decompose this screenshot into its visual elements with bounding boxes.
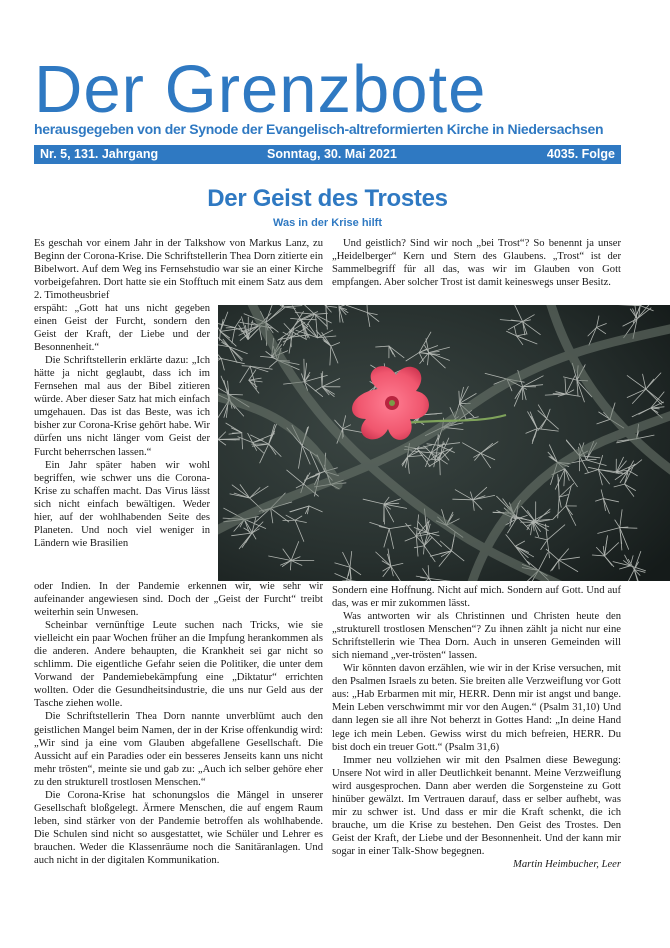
cactus-spine xyxy=(440,460,441,475)
left-column-top xyxy=(34,237,323,302)
right-column-top xyxy=(332,237,621,289)
left-column-bottom xyxy=(34,580,323,867)
left-column-narrow xyxy=(34,302,210,550)
paragraph: Die Schriftstellerin Thea Dorn nannte unverblümt auch den geistlichen Mangel beim Namen, der in der Krise offenkundig wird: „Wir sind ja eine vom Glauben abgefallene Gesellschaft. Die Aussicht auf ein Paradies oder ein besseres Jenseits kann uns nicht mehr trösten“, meinte sie und gab zu: „Auch ich selber gehöre eher zu den strukturell trostlosen Menschen.“ xyxy=(34,711,323,788)
right-column-bottom xyxy=(332,584,621,871)
cactus-spine xyxy=(242,366,250,367)
paragraph: Es geschah vor einem Jahr in der Talkshow von Markus Lanz, zu Beginn der Corona-Krise. Die Schriftstellerin Thea Dorn zitierte ein Bibelwort. Auf dem Weg ins Fernsehstudio war sie an einer Kirche vorbeigefahren. Dort hatte sie ein Stofftuch mit einem Satz aus dem 2. Timotheusbrief xyxy=(34,238,323,302)
paragraph: Die Corona-Krise hat schonungslos die Mängel in unserer Gesellschaft bloßgelegt. Ärmere Menschen, die auf engem Raum leben, sind stärker von der Pandemie betroffen als wohlhabende. Die Schulen sind nicht so ausgestattet, wie Schüler und Lehrer es brauchen. Weder die Klassenräume noch die Sanitäranlagen. Und auch nicht in der digitalen Kommunikation. xyxy=(34,789,323,866)
cactus-flower-photo xyxy=(218,305,670,581)
paragraph: Scheinbar vernünftige Leute suchen nach Tricks, wie sie vielleicht ein paar Wochen früher an die Impfung herankommen als die anderen. Andere behaupten, die Krankheit sei gar nicht so schlimm. Die eigentliche Gefahr seien die Politiker, die unter dem Vorwand der Pandemiebekämpfung eine „Diktatur“ errichten wollten. Oder die Gesundheitsindustrie, die uns nur Geld aus der Tasche ziehen wolle. xyxy=(34,620,323,710)
issue-date: Sonntag, 30. Mai 2021 xyxy=(267,147,397,161)
paragraph: Die Schriftstellerin erklärte dazu: „Ich hätte ja nicht geglaubt, dass ich im Fernsehen mal aus der Bibel zitieren würde. Aber dieser Satz hat mich einfach umgehauen. Das ist das Beste, was ich bisher zur Corona-Krise gehört habe. Wir dürfen uns nicht länger vom Geist der Furcht beherrschen lassen.“ xyxy=(34,355,210,458)
issue-number: Nr. 5, 131. Jahrgang xyxy=(40,147,159,161)
cactus-spine xyxy=(620,528,637,529)
paragraph: Ein Jahr später haben wir wohl begriffen, wie schwer uns die Corona-Krise zu schaffen macht. Das Virus lässt sich nicht einfach bewältigen. Weder hier, auf der wohlhabenden Seite des Planeten. Und noch viel weniger in Ländern wie Brasilien xyxy=(34,459,210,549)
masthead-title: Der Grenzbote xyxy=(34,52,487,127)
article-headline: Der Geist des Trostes xyxy=(207,185,448,212)
paragraph: oder Indien. In der Pandemie erkennen wir, wie sehr wir aufeinander angewiesen sind. Doch der „Geist der Furcht“ treibt weiterhin sein Unwesen. xyxy=(34,581,323,619)
issue-sequence: 4035. Folge xyxy=(546,147,615,161)
paragraph: Sondern eine Hoffnung. Nicht auf mich. Sondern auf Gott. Und auf das, was er mir zukommen lässt. xyxy=(332,585,621,610)
paragraph: Was antworten wir als Christinnen und Christen heute den „strukturell trostlosen Menschen“? Zu ihnen zählt ja nicht nur eine Schriftstellerin wie Thea Dorn. Auch in unseren Gemeinden will sich niemand „ver-trösten“ lassen. xyxy=(332,611,621,662)
issue-bar xyxy=(34,145,621,164)
cactus-spine xyxy=(304,359,305,382)
masthead-subtitle: herausgegeben von der Synode der Evangelisch-altreformierten Kirche in Niedersachsen xyxy=(34,121,604,137)
cactus-spine xyxy=(586,459,596,460)
paragraph: erspäht: „Gott hat uns nicht gegeben einen Geist der Furcht, sondern den Geist der Kraft, der Liebe und der Besonnenheit.“ xyxy=(34,303,210,354)
paragraph: Und geistlich? Sind wir noch „bei Trost“? So benennt ja unser „Heidelberger“ Kern und Stern des Glaubens. „Trost“ ist der Sammelbegriff für all das, was wir im Glauben von Gott empfangen. Aber solcher Trost ist damit keineswegs unser Besitz. xyxy=(332,238,621,289)
paragraph: Wir könnten davon erzählen, wie wir in der Krise versuchen, mit den Psalmen Israels zu beten. Sie breiten alle Verzweiflung vor Gott aus: „Hab Erbarmen mit mir, HERR. Denn mir ist angst und bange. Mein Leben verschwimmt mir vor den Augen.“ (Psalm 31,10) Und dann legen sie all ihre Not beherzt in Gottes Hand: „In deine Hand lege ich mein Leben. Gewiss wirst du mich befreien, HERR. Du bist doch ein treuer Gott.“ (Psalm 31,6) xyxy=(332,663,621,753)
article-subheadline: Was in der Krise hilft xyxy=(272,217,382,229)
paragraph: Immer neu vollziehen wir mit den Psalmen diese Bewegung: Unsere Not wird in aller Deutlichkeit benannt. Meine Verzweiflung wird ausgesprochen. Dann aber werden die Sorgensteine zu Gott hinüber gewälzt. Im Vertrauen darauf, dass er selber aufhebt, was mir zu schwer ist. Und dass er mir die Kraft schenkt, die ich brauche, um die Krise zu bestehen. Den Geist des Trostes. Den Geist der Kraft, der Liebe und der Besonnenheit. Und der kann mir sogar in einer Talk-Show begegnen. xyxy=(332,754,621,857)
author-signature: Martin Heimbucher, Leer xyxy=(513,858,621,870)
